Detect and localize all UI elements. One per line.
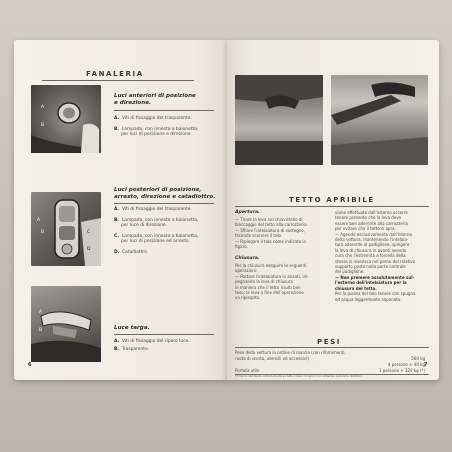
rear-light-item-c: [114, 234, 222, 244]
caption-rule: [114, 110, 214, 111]
apertura-heading: Apertura.: [235, 210, 260, 215]
text-line: — Ripiegare il telo come indicato in: [235, 238, 307, 244]
right-page: [227, 40, 439, 380]
text-line: bloccaggio del tetto alla carrozzeria.: [235, 222, 308, 228]
text-line: stessa si inserisca nel perno del relativo: [335, 258, 416, 264]
text-line: ed acqua leggermente saponata.: [335, 296, 402, 302]
text-line: — Tirare la leva nel chiavistello di: [235, 217, 303, 222]
text-line: tenere presente che la leva deve: [335, 215, 402, 221]
item-text: Lampada, con innesto a baionetta,: [121, 127, 199, 132]
caption-line: e direzione.: [114, 100, 152, 106]
pesi-rule: [235, 347, 429, 348]
item-letter: D.: [114, 250, 120, 255]
section-title-tetto-apribile: TETTO APRIBILE: [289, 196, 375, 204]
item-letter: A.: [114, 116, 120, 121]
front-light-illustration: [31, 85, 101, 153]
text-line: — Non premere assolutamente sul-: [335, 274, 415, 280]
text-line: pegnando la leva di chiusura: [235, 279, 293, 285]
text-line: — Sfilare l'intelaiatura di sostegno,: [235, 227, 306, 233]
text-line: essere ben aderente alla carrozzeria: [335, 220, 408, 226]
item-letter: A.: [114, 207, 120, 212]
item-text: Viti di fissaggio del riparo luce.: [121, 339, 190, 344]
photo-label-a: A: [39, 310, 43, 315]
title-rule: [42, 80, 194, 81]
front-light-item-a: [114, 116, 222, 121]
photo-label-b: B: [39, 328, 43, 333]
item-text: Viti di fissaggio del trasparente.: [121, 116, 192, 121]
page-number-right: 7: [424, 362, 428, 368]
text-line: — Agendo esclusivamente dall'interno: [335, 231, 412, 237]
item-letter: B.: [114, 127, 120, 132]
title-rule: [235, 206, 429, 207]
page-number-left: 6: [28, 362, 32, 368]
chiusura-text: [235, 263, 331, 301]
text-line: — Portare l'intelaiatura in avanti, im-: [235, 273, 309, 279]
chiusura-heading: Chiusura.: [235, 256, 260, 261]
item-letter: B.: [114, 218, 120, 223]
rear-light-illustration: [31, 192, 101, 266]
text-line: supporto posto nella parte centrale: [335, 264, 406, 270]
item-letter: A.: [114, 339, 120, 344]
item-text: Viti di fissaggio del trasparente.: [121, 207, 192, 212]
text-line: tura aderente al padiglione, spingere: [335, 242, 410, 248]
item-text: per luci di posizione ed arresto.: [121, 239, 190, 245]
text-line: va ripiegata.: [235, 295, 261, 301]
item-text: Lampada, con innesto a baionetta,: [121, 218, 199, 223]
text-line: in maniera che il tetto risulti ben: [235, 284, 301, 290]
pesi-footnote: (*) Carico distribuito uniformemente su tutto il piano di carico (con schienale posteriore ribaltato).: [235, 375, 363, 378]
text-line: figura.: [235, 244, 248, 250]
license-light-item-a: [114, 339, 222, 344]
pesi-label: Peso della vettura in ordine di marcia (con rifornimenti,: [235, 350, 346, 355]
section-title-fanaleria: FANALERIA: [86, 70, 144, 78]
text-line: viene effettuato dall'esterno occorre: [335, 210, 408, 215]
caption-line: arresto, direzione e catadiottro.: [114, 194, 216, 200]
pesi-label: Portata utile: [235, 368, 260, 373]
photo-label-d: D: [87, 247, 91, 252]
photo-label-a: A: [37, 218, 41, 223]
text-line: del padiglione.: [335, 269, 365, 275]
rear-light-item-b: [114, 218, 222, 228]
caption-line: Luci anteriori di posizione: [114, 93, 196, 99]
pesi-row: [235, 350, 425, 355]
photo-label-b: B: [41, 230, 45, 235]
text-line: l'esterno dell'intelaiatura per la: [335, 280, 407, 286]
license-light-caption: Luce targa.: [114, 325, 150, 331]
front-lights-caption: [114, 93, 224, 107]
text-line: la leva di chiusura in avanti avendo: [335, 247, 407, 253]
item-text: per luci di posizione e direzione.: [121, 132, 192, 138]
apertura-text: [235, 217, 331, 249]
roof-open-photo: [235, 75, 323, 165]
photo-label-c: C: [87, 230, 91, 235]
caption-rule: [114, 334, 214, 335]
warning-text: [335, 275, 435, 291]
item-text: Lampada, con innesto a baionetta,: [121, 234, 199, 239]
text-line: operazioni:: [235, 268, 258, 274]
front-light-item-b: [114, 127, 222, 137]
pesi-row: [235, 368, 425, 373]
text-line: della vettura, mantenendo l'intelaia-: [335, 237, 409, 243]
license-light-item-b: [114, 347, 222, 352]
item-text: Catadiottro.: [122, 250, 149, 255]
right-column-text: [335, 210, 435, 302]
text-line: Per la pulizia del telo tenere con spugna: [335, 291, 416, 297]
rear-light-item-a: [114, 207, 222, 212]
left-page: [14, 40, 227, 380]
photo-label-b: B: [41, 123, 45, 128]
item-text: per luce di direzione.: [121, 223, 168, 229]
item-letter: C.: [114, 234, 119, 239]
rear-light-photo: [31, 192, 101, 266]
rear-lights-caption: [114, 187, 226, 201]
pesi-label: ruota di scorta, utensili ed accessori): [235, 356, 310, 361]
roof-folded-illustration: [331, 75, 428, 165]
text-line: teso; la leva a fine dell'operazione: [235, 290, 304, 296]
roof-open-illustration: [235, 75, 323, 165]
text-line: chiusura del tetto.: [335, 285, 377, 291]
rear-light-item-d: [114, 250, 222, 255]
pesi-value: 560 kg: [411, 356, 425, 361]
caption-line: Luci posteriori di posizione,: [114, 187, 202, 193]
pesi-row: [235, 356, 425, 361]
pesi-value: 4 persone + 40 kg: [387, 362, 425, 367]
text-line: per evitare che il tetto si apra.: [335, 226, 396, 232]
front-light-photo: [31, 85, 101, 153]
license-light-illustration: [31, 286, 101, 362]
license-light-photo: [31, 286, 101, 362]
text-line: facendo scorrere il telo.: [235, 233, 283, 239]
text-line: cura che l'estremità a forcella della: [335, 253, 406, 259]
roof-folded-photo: [331, 75, 428, 165]
caption-rule: [114, 203, 214, 204]
item-text: Trasparente.: [121, 347, 150, 352]
pesi-value: 1 persona + 320 kg (*): [378, 368, 425, 373]
section-title-pesi: PESI: [317, 338, 341, 346]
text-line: Per la chiusura eseguire le seguenti: [235, 263, 307, 268]
item-letter: B.: [114, 347, 120, 352]
photo-label-a: A: [41, 105, 45, 110]
